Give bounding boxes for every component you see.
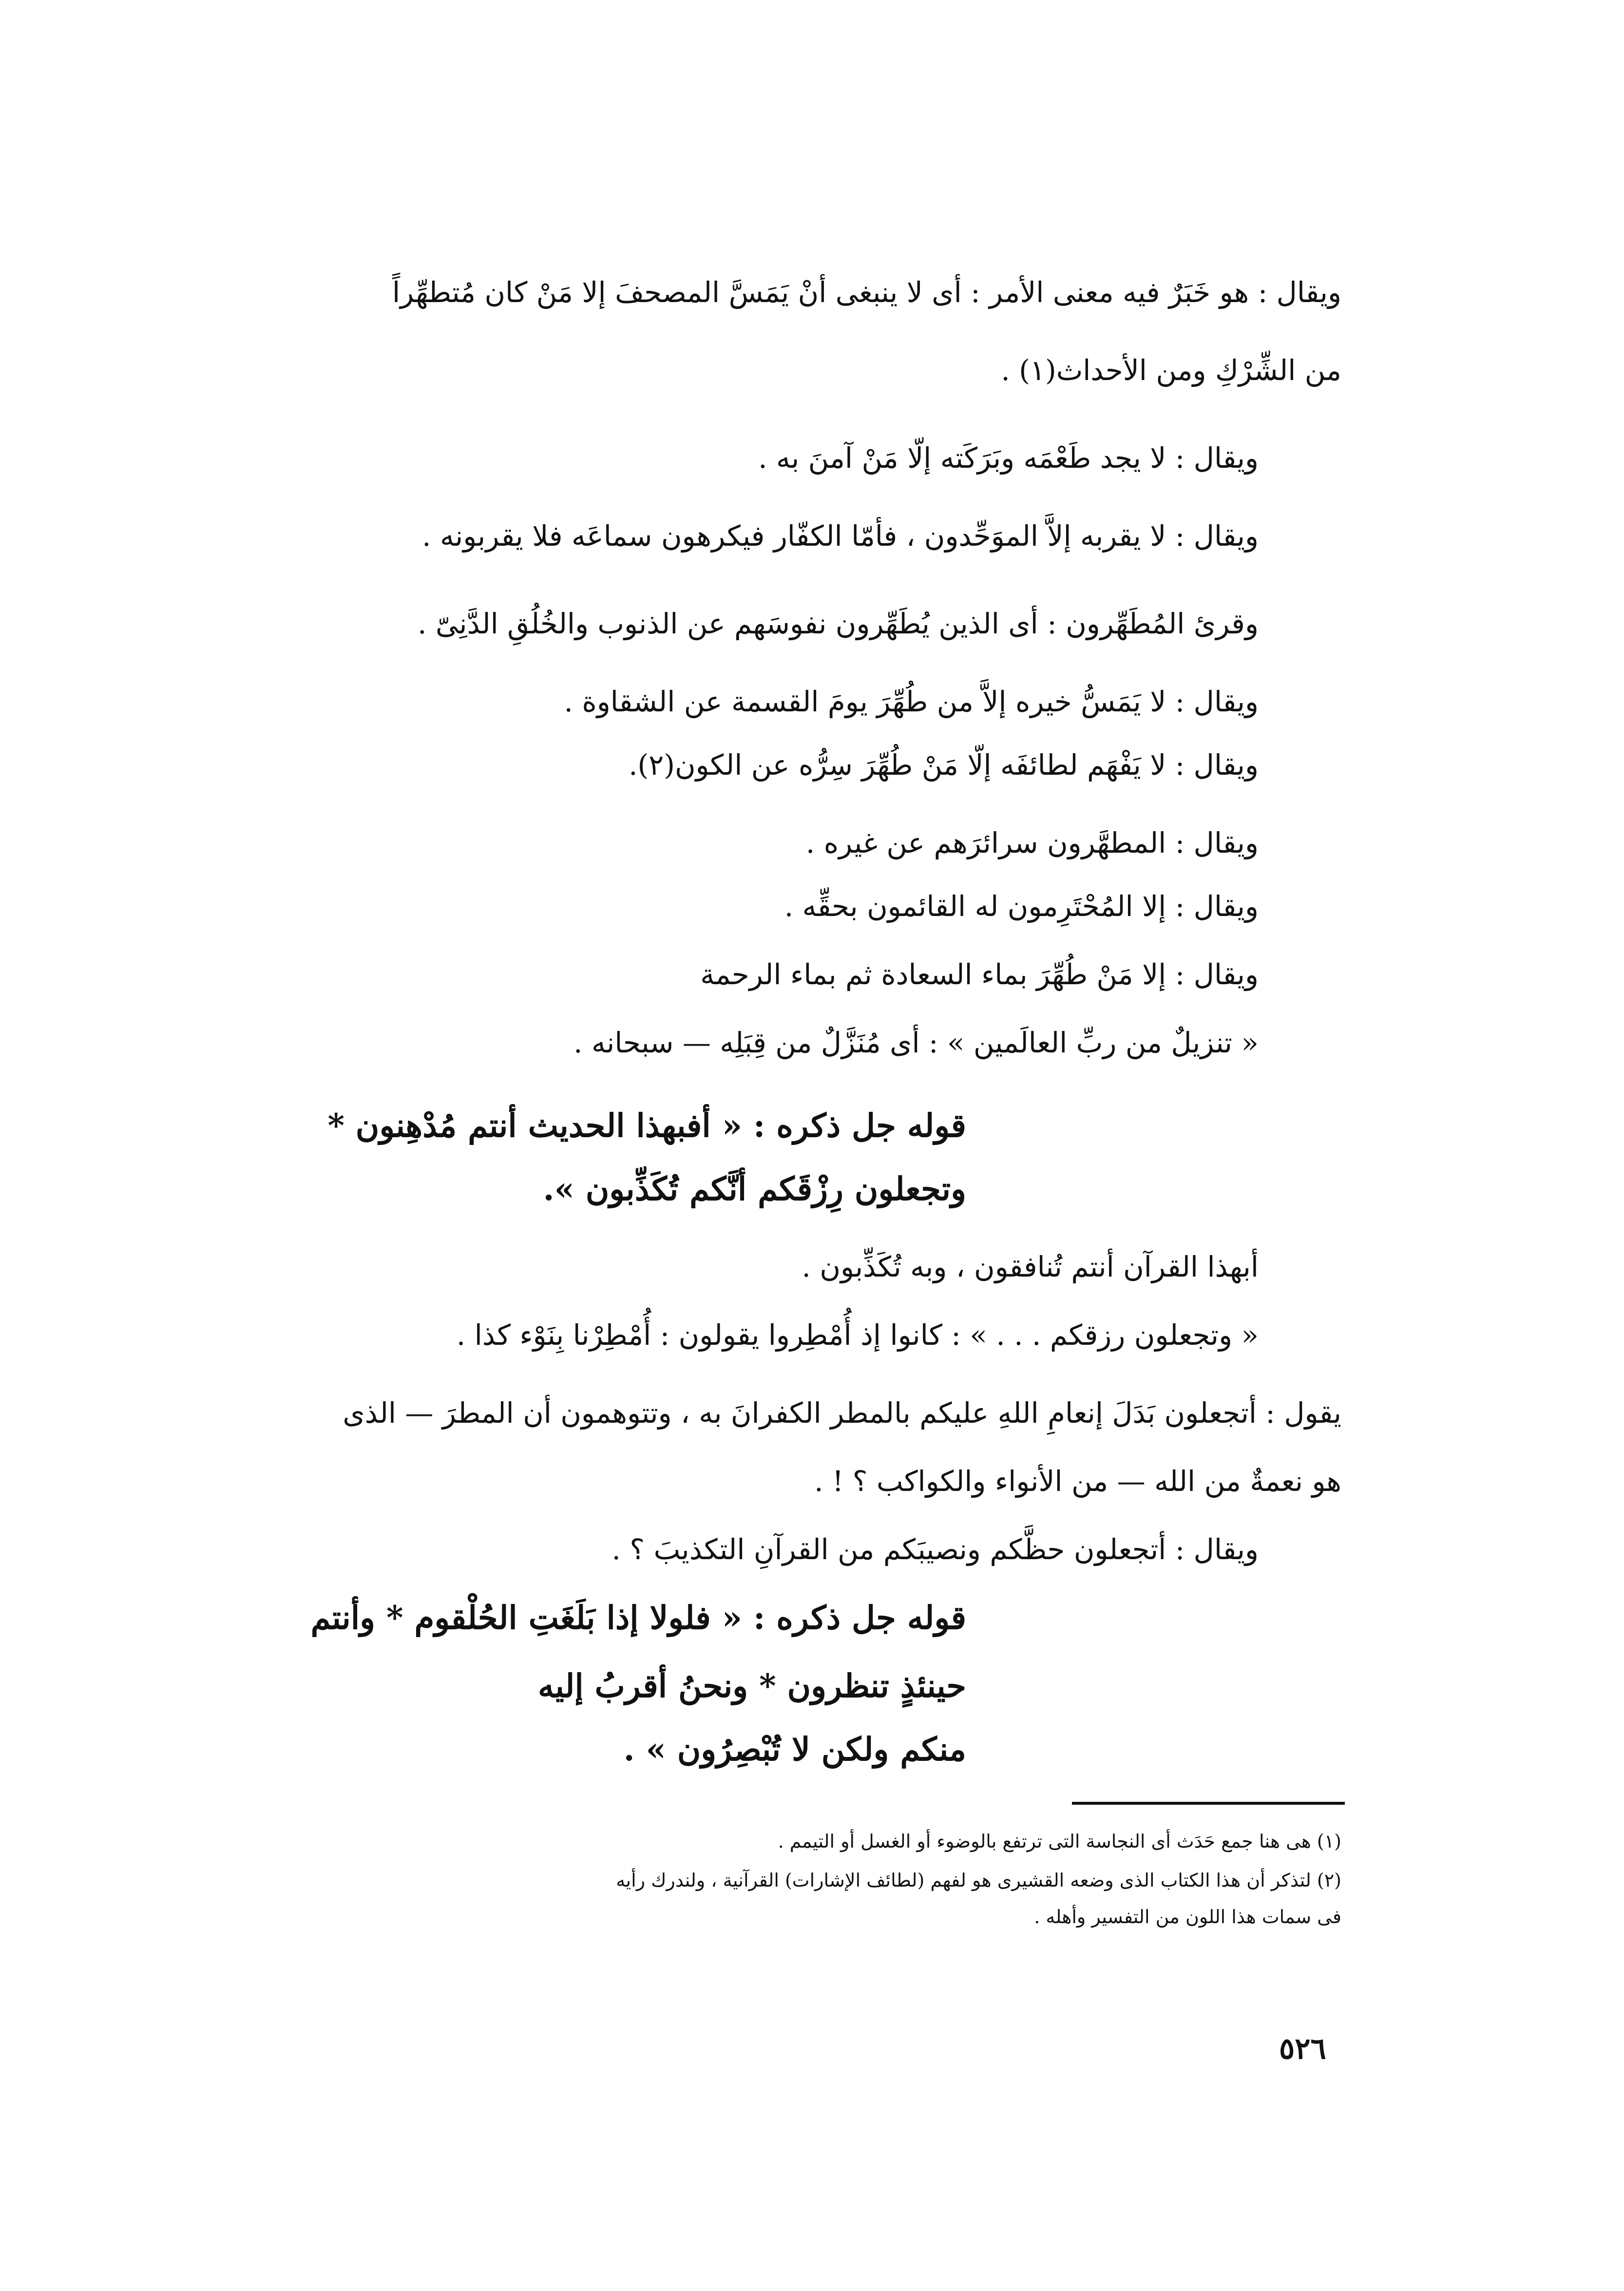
footnote-separator xyxy=(1072,1802,1345,1805)
text-line: ويقال : أتجعلون حظَّكم ونصيبَكم من القرآنِ التكذيبَ ؟ . xyxy=(611,1533,1259,1566)
verse-heading: حينئذٍ تنظرون * ونحنُ أقربُ إليه xyxy=(537,1667,966,1705)
text-line: ويقال : لا يقربه إلاَّ الموَحِّدون ، فأمّا الكفّار فيكرهون سماعَه فلا يقربونه . xyxy=(422,519,1259,553)
text-line: ويقال : المطهَّرون سرائرَهم عن غيره . xyxy=(805,826,1259,859)
page-number: ٥٢٦ xyxy=(1279,2032,1326,2066)
footnote: فى سمات هذا اللون من التفسير وأهله . xyxy=(1034,1906,1341,1928)
verse-heading: وتجعلون رِزْقَكم أنَّكم تُكَذِّبون ». xyxy=(543,1170,966,1208)
verse-heading: منكم ولكن لا تُبْصِرُون » . xyxy=(623,1730,966,1768)
text-line: ويقال : هو خَبَرٌ فيه معنى الأمر : أى لا ينبغى أنْ يَمَسَّ المصحفَ إلا مَنْ كان مُتطهِّراً xyxy=(392,276,1341,309)
verse-heading: قوله جل ذكره : « أفبهذا الحديث أنتم مُدْهِنون * xyxy=(327,1107,966,1145)
text-line: هو نعمةٌ من الله — من الأنواء والكواكب ؟ ! . xyxy=(814,1465,1341,1498)
text-line: ويقال : لا يَفْهَم لطائفَه إلّا مَنْ طُهِّرَ سِرُّه عن الكون(٢). xyxy=(629,748,1259,782)
text-line: من الشِّرْكِ ومن الأحداث(١) . xyxy=(1001,354,1341,387)
text-line: أبهذا القرآن أنتم تُنافقون ، وبه تُكَذِّبون . xyxy=(802,1250,1259,1283)
text-line: وقرئ المُطَهِّرون : أى الذين يُطَهِّرون نفوسَهم عن الذنوب والخُلُقِ الدَّنِىّ . xyxy=(418,607,1259,640)
footnote: (١) هى هنا جمع حَدَث أى النجاسة التى ترتفع بالوضوء أو الغسل أو التيمم . xyxy=(778,1831,1341,1852)
footnote: (٢) لتذكر أن هذا الكتاب الذى وضعه القشيرى هو لفهم (لطائف الإشارات) القرآنية ، ولندرك رأيه xyxy=(616,1870,1341,1891)
text-line: ويقال : لا يجد طَعْمَه وبَرَكَته إلّا مَنْ آمنَ به . xyxy=(758,441,1259,475)
text-line: يقول : أتجعلون بَدَلَ إنعامِ اللهِ عليكم بالمطر الكفرانَ به ، وتتوهمون أن المطرَ — الذى xyxy=(343,1396,1341,1430)
text-line: ويقال : إلا مَنْ طُهِّرَ بماء السعادة ثم بماء الرحمة xyxy=(700,958,1259,991)
text-line: « تنزيلٌ من ربِّ العالَمين » : أى مُنَزَّلٌ من قِبَلِه — سبحانه . xyxy=(573,1026,1259,1059)
verse-heading: قوله جل ذكره : « فلولا إذا بَلَغَتِ الحُلْقوم * وأنتم xyxy=(310,1599,966,1637)
text-line: « وتجعلون رزقكم . . . » : كانوا إذ أُمْطِروا يقولون : أُمْطِرْنا بِنَوْء كذا . xyxy=(456,1318,1259,1352)
text-line: ويقال : لا يَمَسُّ خيره إلاَّ من طُهِّرَ يومَ القسمة عن الشقاوة . xyxy=(564,685,1259,718)
text-line: ويقال : إلا المُحْتَرِمون له القائمون بحقِّه . xyxy=(784,890,1259,923)
